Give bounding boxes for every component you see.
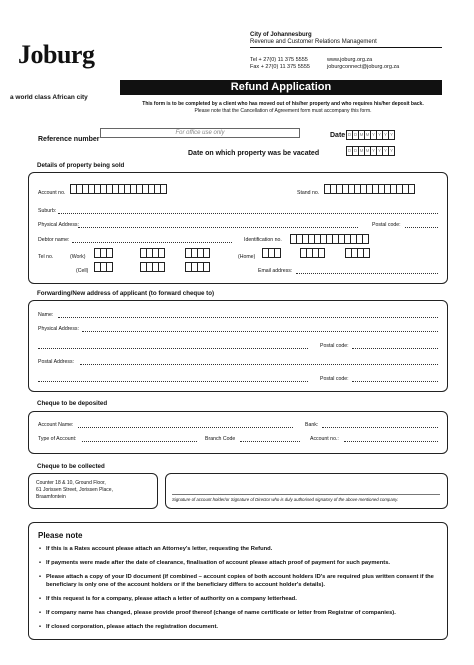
date-cell[interactable]: M xyxy=(364,130,371,140)
account-no-label: Account no. xyxy=(38,190,66,196)
stand-no-label: Stand no. xyxy=(297,190,320,196)
date-cell[interactable]: Y xyxy=(388,130,395,140)
collect-address-line1: Counter 18 & 10, Ground Floor, xyxy=(36,480,106,486)
fwd-postal-address-label: Postal Address: xyxy=(38,359,75,365)
stand-no-cells[interactable] xyxy=(324,184,414,194)
note-item: • If closed corporation, please attach the registration document. xyxy=(46,623,446,631)
property-section-title: Details of property being sold xyxy=(37,162,125,169)
cell-number-cells[interactable] xyxy=(140,262,164,272)
type-of-account-line[interactable] xyxy=(82,441,197,442)
date-cell[interactable]: Y xyxy=(376,130,383,140)
fwd-postal-code2-line[interactable] xyxy=(352,381,438,382)
vacated-cell[interactable]: M xyxy=(358,146,365,156)
tel-cell[interactable] xyxy=(318,248,325,258)
vacated-cell[interactable]: Y xyxy=(388,146,395,156)
physical-address-label: Physical Address: xyxy=(38,222,79,228)
home-number-cells[interactable] xyxy=(300,248,324,258)
deposit-box xyxy=(28,411,448,454)
deposit-account-no-label: Account no.: xyxy=(310,436,339,442)
fwd-postal-code-line[interactable] xyxy=(352,348,438,349)
account-name-line[interactable] xyxy=(78,427,293,428)
debtor-name-line[interactable] xyxy=(72,242,232,243)
vacated-cell[interactable]: Y xyxy=(376,146,383,156)
suburb-line[interactable] xyxy=(58,213,438,214)
fwd-physical-label: Physical Address: xyxy=(38,326,79,332)
bank-label: Bank: xyxy=(305,422,319,428)
vacated-cell[interactable]: D xyxy=(352,146,359,156)
vacated-cell[interactable]: Y xyxy=(382,146,389,156)
signature-caption: Signature of account holder/or Signature of Director who is duly authorised signatory of the above mentioned company. xyxy=(172,497,399,502)
deposit-section-title: Cheque to be deposited xyxy=(37,400,108,407)
work-ext-cells[interactable] xyxy=(185,248,209,258)
signature-box[interactable] xyxy=(165,473,448,509)
vacated-cell[interactable]: D xyxy=(346,146,353,156)
date-cell[interactable]: D xyxy=(346,130,353,140)
org-email[interactable]: joburgconnect@joburg.org.za xyxy=(327,64,400,70)
collect-section-title: Cheque to be collected xyxy=(37,463,105,470)
branch-code-label: Branch Code xyxy=(205,436,236,442)
account-no-cells[interactable] xyxy=(70,184,166,194)
email-label: Email address: xyxy=(258,268,293,274)
note-item: • Please attach a copy of your ID document (if combined – account copies of both account holders ID's are required plus written consent if the beneficiary is only one of the account holders or if the beneficiary differs to account holder's details). xyxy=(46,573,446,589)
date-cells[interactable] xyxy=(346,130,394,140)
reference-placeholder: For office use only xyxy=(175,130,225,136)
form-title: Refund Application xyxy=(120,80,442,95)
forwarding-section-title: Forwarding/New address of applicant (to forward cheque to) xyxy=(37,290,215,297)
form-intro: This form is to be completed by a client who has moved out of his/her property and who requires his/her deposit back. xyxy=(142,101,424,107)
home-ext-cells[interactable] xyxy=(345,248,369,258)
account-name-label: Account Name: xyxy=(38,422,74,428)
date-cell[interactable]: Y xyxy=(370,130,377,140)
date-cell[interactable]: D xyxy=(352,130,359,140)
org-rule xyxy=(250,47,442,48)
postal-code-label: Postal code: xyxy=(372,222,401,228)
fwd-postal-address-line2[interactable] xyxy=(38,381,308,382)
collect-address-line2: 61 Jorissen Street, Jorissen Place, xyxy=(36,487,113,493)
fwd-physical-line1[interactable] xyxy=(82,331,438,332)
fwd-postal-address-line1[interactable] xyxy=(80,364,438,365)
tel-cell[interactable] xyxy=(158,262,165,272)
tel-cell[interactable] xyxy=(274,248,281,258)
reference-label: Reference number xyxy=(38,136,100,143)
date-cell[interactable]: M xyxy=(358,130,365,140)
deposit-account-no-line[interactable] xyxy=(344,441,438,442)
fwd-name-label: Name: xyxy=(38,312,54,318)
fwd-postal-code2-label: Postal code: xyxy=(320,376,349,382)
fwd-physical-line2[interactable] xyxy=(38,348,308,349)
type-of-account-label: Type of Account: xyxy=(38,436,77,442)
tel-cell[interactable] xyxy=(363,248,370,258)
home-label: (Home) xyxy=(238,254,256,260)
fwd-postal-code-label: Postal code: xyxy=(320,343,349,349)
notes-title: Please note xyxy=(38,531,83,540)
tel-cell[interactable] xyxy=(158,248,165,258)
org-name: City of Johannesburg xyxy=(250,32,312,38)
account-cell[interactable] xyxy=(160,184,167,194)
form-intro-note: Please note that the Cancellation of Agreement form must accompany this form. xyxy=(194,108,372,114)
bank-line[interactable] xyxy=(322,427,438,428)
collect-address-line3: Braamfontein xyxy=(36,494,66,500)
note-item: • If company name has changed, please provide proof thereof (change of name certificate or letter from Registrar of companies). xyxy=(46,609,446,617)
org-web[interactable]: www.joburg.org.za xyxy=(327,57,373,63)
postal-code-line[interactable] xyxy=(405,227,438,228)
org-fax: Fax + 27(0) 11 375 5555 xyxy=(250,64,310,70)
tel-cell[interactable] xyxy=(203,262,210,272)
note-item: • If this is a Rates account please attach an Attorney's letter, requesting the Refund. xyxy=(46,545,446,553)
vacated-label: Date on which property was be vacated xyxy=(188,150,320,157)
stand-cell[interactable] xyxy=(408,184,415,194)
work-area-cells[interactable] xyxy=(94,248,112,258)
note-item: • If payments were made after the date of clearance, finalisation of account please attach proof of payment for such payments. xyxy=(46,559,446,567)
tel-no-label: Tel no. xyxy=(38,254,54,260)
cell-label: (Cell) xyxy=(76,268,89,274)
email-line[interactable] xyxy=(296,273,438,274)
cell-area-cells[interactable] xyxy=(94,262,112,272)
branch-code-line[interactable] xyxy=(240,441,300,442)
org-tel: Tel + 27(0) 11 375 5555 xyxy=(250,57,308,63)
id-no-cells[interactable] xyxy=(290,234,368,244)
forwarding-box xyxy=(28,300,448,392)
logo-text: Joburg xyxy=(18,40,95,69)
note-item: • If this request is for a company, please attach a letter of authority on a company letterhead. xyxy=(46,595,446,603)
suburb-label: Suburb: xyxy=(38,208,57,214)
signature-line xyxy=(172,494,440,495)
logo xyxy=(18,40,94,70)
debtor-name-label: Debtor name: xyxy=(38,237,70,243)
work-label: (Work) xyxy=(70,254,86,260)
org-department: Revenue and Customer Relations Management xyxy=(250,39,377,45)
date-label: Date xyxy=(330,132,346,139)
fwd-name-line[interactable] xyxy=(58,317,438,318)
tel-cell[interactable] xyxy=(203,248,210,258)
cell-ext-cells[interactable] xyxy=(185,262,209,272)
vacated-cell[interactable]: M xyxy=(364,146,371,156)
reference-input[interactable] xyxy=(100,128,300,138)
tel-cell[interactable] xyxy=(106,262,113,272)
date-cell[interactable]: Y xyxy=(382,130,389,140)
vacated-cell[interactable]: Y xyxy=(370,146,377,156)
id-no-label: Identification no. xyxy=(244,237,282,243)
vacated-cells[interactable] xyxy=(346,146,394,156)
tel-cell[interactable] xyxy=(106,248,113,258)
work-number-cells[interactable] xyxy=(140,248,164,258)
physical-address-line[interactable] xyxy=(78,227,358,228)
id-cell[interactable] xyxy=(362,234,369,244)
home-area-cells[interactable] xyxy=(262,248,280,258)
tagline: a world class African city xyxy=(10,94,88,101)
